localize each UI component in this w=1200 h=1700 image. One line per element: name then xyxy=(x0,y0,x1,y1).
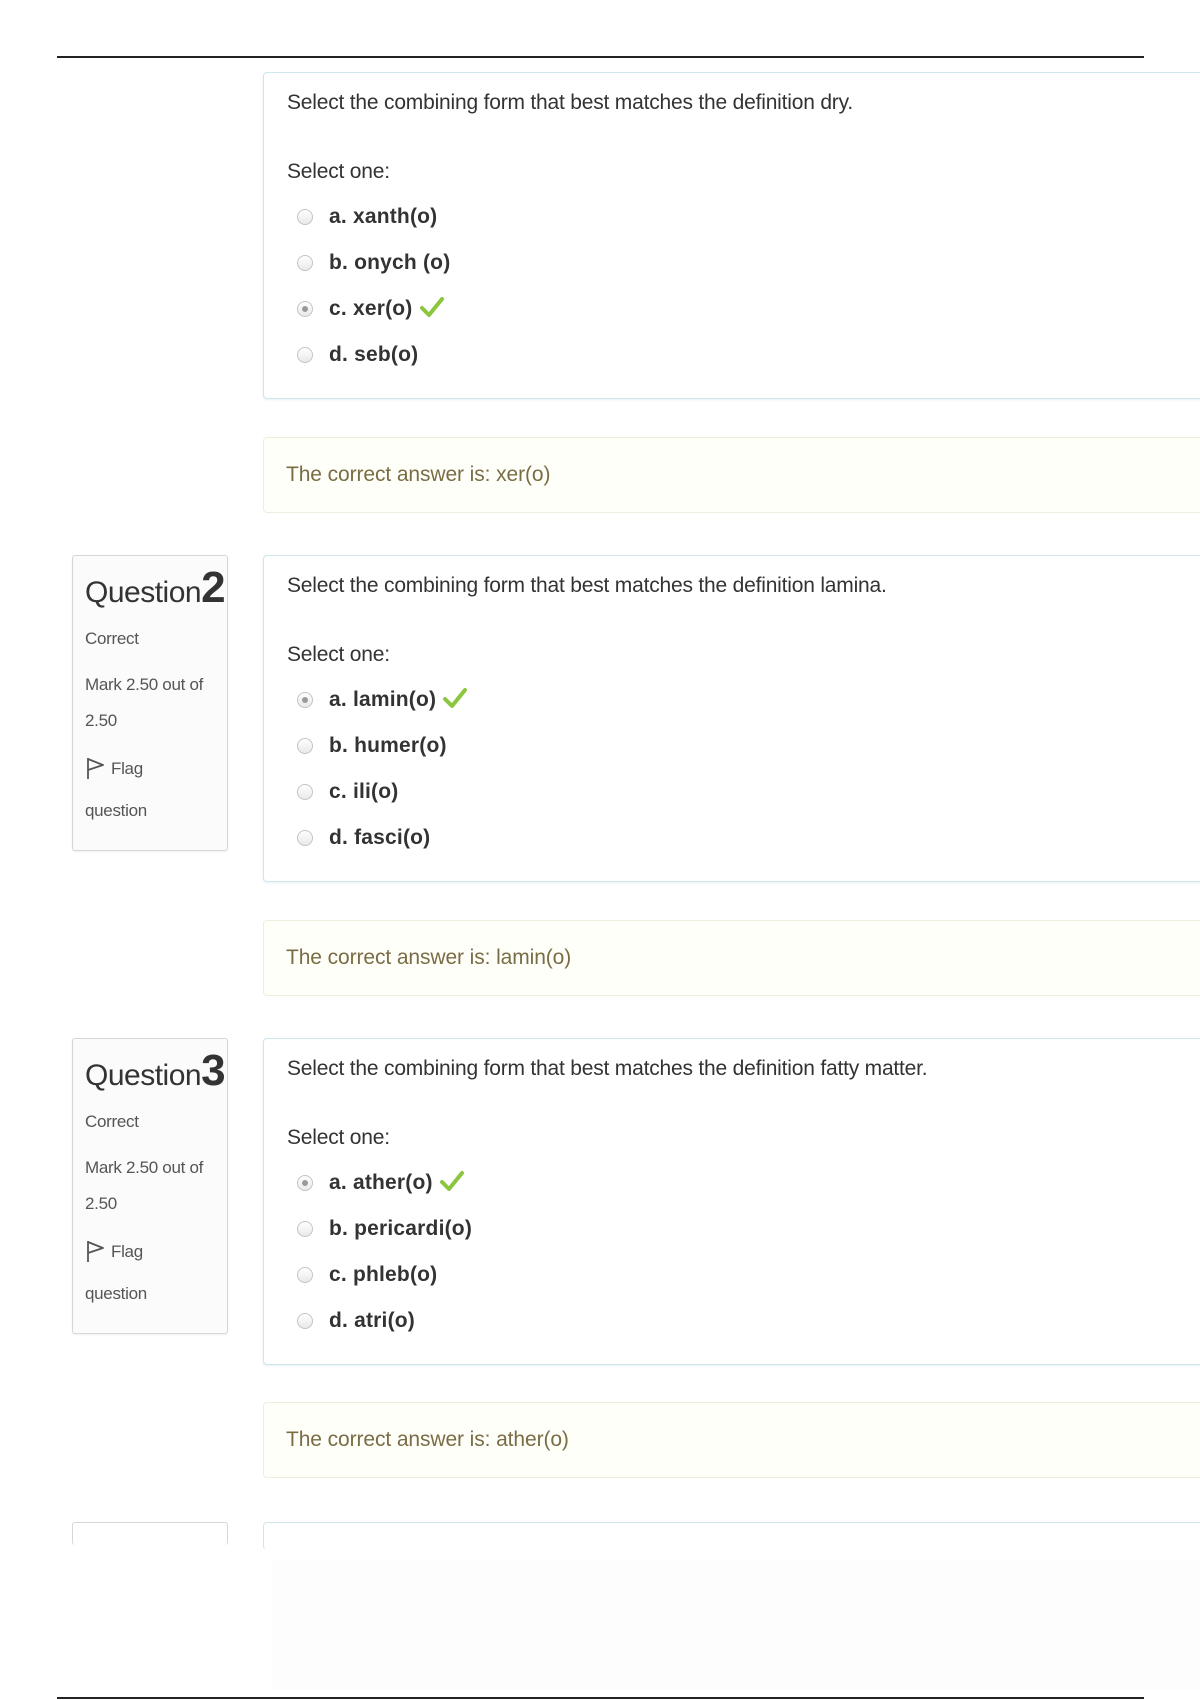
answer-label[interactable]: b. humer(o) xyxy=(329,734,447,757)
radio-icon[interactable] xyxy=(297,1221,313,1237)
check-icon xyxy=(439,1168,465,1199)
answer-option-b[interactable] xyxy=(297,1206,1178,1252)
question-3-feedback xyxy=(263,1402,1200,1478)
question-state: Correct xyxy=(85,1112,139,1131)
radio-icon[interactable] xyxy=(297,830,313,846)
question-3-info xyxy=(72,1038,228,1334)
question-3-formulation xyxy=(263,1038,1200,1365)
grade-line-1: Mark 2.50 out of xyxy=(85,1158,204,1177)
question-number: 2 xyxy=(201,563,226,612)
question-heading-label: Question xyxy=(85,1059,202,1092)
answer-option-c[interactable] xyxy=(297,286,1178,332)
select-one-prompt: Select one: xyxy=(287,643,390,666)
answer-label[interactable]: b. onych (o) xyxy=(329,251,451,274)
question-1-formulation xyxy=(263,72,1200,399)
page-bottom-rule xyxy=(57,1697,1144,1699)
answer-label[interactable]: c. ili(o) xyxy=(329,780,399,803)
select-one-prompt: Select one: xyxy=(287,1126,390,1149)
right-answer-text: The correct answer is: xer(o) xyxy=(286,463,551,486)
answer-list xyxy=(287,1160,1178,1344)
page-top-rule xyxy=(57,56,1144,58)
flag-label[interactable]: Flag xyxy=(111,1242,143,1261)
question-heading-label: Question xyxy=(85,576,202,609)
answer-label[interactable]: b. pericardi(o) xyxy=(329,1217,473,1240)
answer-option-c[interactable] xyxy=(297,1252,1178,1298)
question-number: 3 xyxy=(201,1046,226,1095)
question-4-formulation-partial xyxy=(263,1522,1200,1550)
radio-icon[interactable] xyxy=(297,255,313,271)
question-2-formulation xyxy=(263,555,1200,882)
radio-icon[interactable] xyxy=(297,209,313,225)
radio-icon[interactable] xyxy=(297,784,313,800)
flag-icon[interactable] xyxy=(85,756,107,793)
check-icon xyxy=(442,685,468,716)
question-grade xyxy=(85,1150,215,1222)
select-one-prompt: Select one: xyxy=(287,160,390,183)
flag-question-toggle[interactable] xyxy=(85,751,215,829)
page-bottom-blank xyxy=(272,1560,1200,1690)
answer-label[interactable]: c. xer(o) xyxy=(329,297,413,320)
answer-option-d[interactable] xyxy=(297,815,1178,861)
flag-question-toggle[interactable] xyxy=(85,1234,215,1312)
question-heading xyxy=(85,563,226,615)
radio-icon-selected[interactable] xyxy=(297,692,313,708)
answer-option-a[interactable] xyxy=(297,677,1178,723)
grade-line-2: 2.50 xyxy=(85,711,117,730)
question-2-feedback xyxy=(263,920,1200,996)
question-state: Correct xyxy=(85,629,139,648)
radio-icon[interactable] xyxy=(297,1267,313,1283)
answer-option-b[interactable] xyxy=(297,723,1178,769)
question-text: Select the combining form that best matches the definition lamina. xyxy=(287,574,887,597)
question-grade xyxy=(85,667,215,739)
flag-label-2[interactable]: question xyxy=(85,801,147,820)
answer-option-a[interactable] xyxy=(297,194,1178,240)
radio-icon[interactable] xyxy=(297,1313,313,1329)
flag-label[interactable]: Flag xyxy=(111,759,143,778)
answer-label[interactable]: a. xanth(o) xyxy=(329,205,438,228)
answer-list xyxy=(287,194,1178,378)
answer-label[interactable]: a. lamin(o) xyxy=(329,688,437,711)
radio-icon-selected[interactable] xyxy=(297,1175,313,1191)
answer-label[interactable]: a. ather(o) xyxy=(329,1171,433,1194)
question-text: Select the combining form that best matches the definition dry. xyxy=(287,91,853,114)
answer-option-d[interactable] xyxy=(297,332,1178,378)
question-text: Select the combining form that best matches the definition fatty matter. xyxy=(287,1057,928,1080)
radio-icon-selected[interactable] xyxy=(297,301,313,317)
check-icon xyxy=(419,294,445,325)
radio-icon[interactable] xyxy=(297,347,313,363)
question-4-info-partial xyxy=(72,1522,228,1545)
answer-option-c[interactable] xyxy=(297,769,1178,815)
flag-icon[interactable] xyxy=(85,1239,107,1276)
answer-label[interactable]: d. seb(o) xyxy=(329,343,419,366)
answer-label[interactable]: d. atri(o) xyxy=(329,1309,415,1332)
grade-line-2: 2.50 xyxy=(85,1194,117,1213)
grade-line-1: Mark 2.50 out of xyxy=(85,675,204,694)
answer-list xyxy=(287,677,1178,861)
answer-option-a[interactable] xyxy=(297,1160,1178,1206)
answer-option-d[interactable] xyxy=(297,1298,1178,1344)
question-2-info xyxy=(72,555,228,851)
flag-label-2[interactable]: question xyxy=(85,1284,147,1303)
question-heading xyxy=(85,1046,226,1098)
right-answer-text: The correct answer is: ather(o) xyxy=(286,1428,569,1451)
answer-label[interactable]: c. phleb(o) xyxy=(329,1263,438,1286)
question-1-feedback xyxy=(263,437,1200,513)
radio-icon[interactable] xyxy=(297,738,313,754)
right-answer-text: The correct answer is: lamin(o) xyxy=(286,946,572,969)
answer-option-b[interactable] xyxy=(297,240,1178,286)
answer-label[interactable]: d. fasci(o) xyxy=(329,826,431,849)
